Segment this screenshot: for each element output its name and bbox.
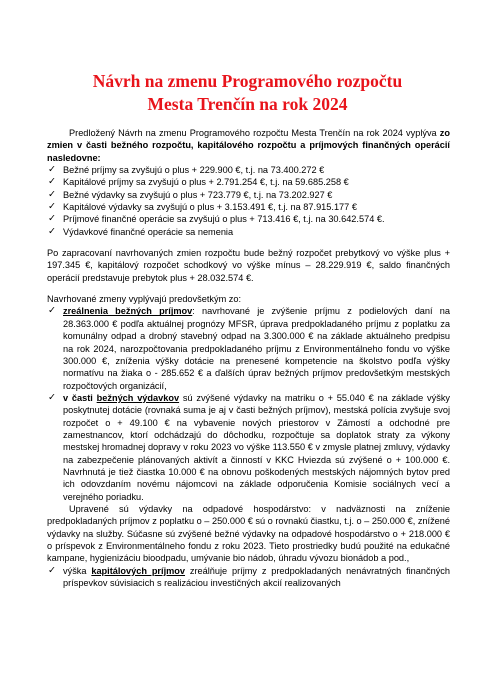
checkmark-icon: ✓ [48, 305, 56, 317]
change-text: Príjmové finančné operácie sa zvyšujú o plus + 713.416 €, t.j. na 30.642.574 €. [63, 214, 385, 225]
checkmark-icon: ✓ [48, 201, 56, 213]
intro-paragraph [47, 127, 450, 164]
change-text: Výdavkové finančné operácie sa nemenia [63, 226, 234, 237]
change-text: Bežné príjmy sa zvyšujú o plus + 229.900 €, t.j. na 73.400.272 € [63, 165, 325, 176]
list-item [47, 226, 450, 238]
list-item [47, 164, 450, 176]
proposed-item-pre: výška [63, 565, 92, 576]
list-item [47, 392, 450, 503]
checkmark-icon: ✓ [48, 391, 56, 403]
intro-text: Predložený Návrh na zmenu Programového rozpočtu Mesta Trenčín na rok 2024 vyplýva [69, 128, 440, 138]
waste-paragraph: Upravené sú výdavky na odpadové hospodárstvo: v nadväznosti na zníženie predpokladaných príjmov z poplatku o – 250.000 € sú o rovnakú čiastku, t.j. o – 250.000 €, znížené výdavky na služby. Súčasne sú zvýšené bežné výdavky na odpadové hospodárstvo o + 218.000 € o príspevok z Environmentálneho fondu z roku 2023. Tieto prostriedky budú použité na edukačné kampane, hygienizáciu bioodpadu, umývanie bio nádob, úhradu vývozu bionádob a pod., [47, 503, 450, 564]
list-item [47, 176, 450, 188]
spacer [47, 238, 450, 247]
checkmark-icon: ✓ [48, 564, 56, 576]
checkmark-icon: ✓ [48, 164, 56, 176]
intro-bold: zo zmien v časti bežného rozpočtu, kapitálového rozpočtu a príjmových finančných operácií nasledovne: [47, 128, 450, 163]
document-title-line-2: Mesta Trenčín na rok 2024 [147, 94, 348, 114]
proposed-item-pre: v časti [63, 392, 97, 403]
list-item [47, 189, 450, 201]
proposed-item-bold: zreálnenia bežných príjmov [63, 306, 193, 317]
list-item [47, 201, 450, 213]
proposed-heading: Navrhované zmeny vyplývajú predovšetkým zo: [47, 294, 242, 305]
list-item [47, 565, 450, 590]
change-text: Kapitálové výdavky sa zvyšujú o plus + 3.153.491 €, t.j. na 87.915.177 € [63, 202, 357, 213]
spacer [47, 284, 450, 293]
proposed-item-text: zreálňuje príjmy z predpokladaných nenávratných finančných príspevkov súvisiacich s realizáciou investičných akcií realizovaných [63, 565, 450, 589]
change-text: Kapitálové príjmy sa zvyšujú o plus + 2.791.254 €, t.j. na 59.685.258 € [63, 177, 349, 188]
summary-paragraph: Po zapracovaní navrhovaných zmien rozpočtu bude bežný rozpočet prebytkový vo výške plus + 197.345 €, kapitálový rozpočet schodkový vo výške mínus – 28.229.919 €, saldo finančných operácií predstavuje prebytok plus + 28.032.574 €. [47, 248, 450, 283]
list-item [47, 213, 450, 225]
proposed-item-bold: kapitálových príjmov [91, 565, 186, 576]
document-body [47, 127, 450, 589]
checkmark-icon: ✓ [48, 176, 56, 188]
proposed-item-text: : navrhované je zvýšenie príjmu z podielových daní na 28.363.000 € podľa aktuálnej prognózy MFSR, úprava predpokladaného príjmu z poplatku za komunálny odpad a drobný stavebný odpad na 3.300.000 € na základe aktuálneho predpisu na rok 2024, narozpočtovania predpokladaného príjmu z Environmentálneho fondu vo výške 300.000 €, zníženia výšky dotácie na prenesené kompetencie na školstvo podľa výšky normatívu na žiaka o - 285.652 € a ďalších úprav bežných príjmov predovšetkým mestských rozpočtových organizácií, [63, 306, 450, 391]
checkmark-icon: ✓ [48, 225, 56, 237]
changes-list [47, 164, 450, 238]
proposed-item-text: sú zvýšené výdavky na matriku o + 55.040 € na základe výšky poskytnutej dotácie (rovnaká suma je aj v časti bežných príjmov), mestská polícia zvyšuje svoj rozpočet o + 49.100 € na vybavenie nových priestorov v Zámostí a odchodné pre zamestnancov, ktorí odchádzajú do dôchodku, rozpočtuje sa doplatok straty za výkony mestskej hromadnej dopravy v roku 2023 vo výške 113.550 € v zmysle platnej zmluvy, výdavky na zabezpečenie plánovaných aktivít a činností v KKC Hviezda sú zvýšené o + 100.000 €. Navrhnutá je tiež čiastka 10.000 € na obnovu poškodených mestských nájomných bytov pred ich odovzdaním novému nájomcovi na základe odporučenia Komisie sociálnych vecí a verejného poriadku. [63, 392, 451, 502]
checkmark-icon: ✓ [48, 213, 56, 225]
list-item [47, 305, 450, 391]
proposed-list [47, 305, 450, 503]
checkmark-icon: ✓ [48, 188, 56, 200]
document-title-line-1: Návrh na zmenu Programového rozpočtu [92, 71, 403, 91]
proposed-item-bold: bežných výdavkov [96, 392, 180, 403]
change-text: Bežné výdavky sa zvyšujú o plus + 723.779 €, t.j. na 73.202.927 € [63, 189, 333, 200]
proposed-list-cont [47, 565, 450, 590]
